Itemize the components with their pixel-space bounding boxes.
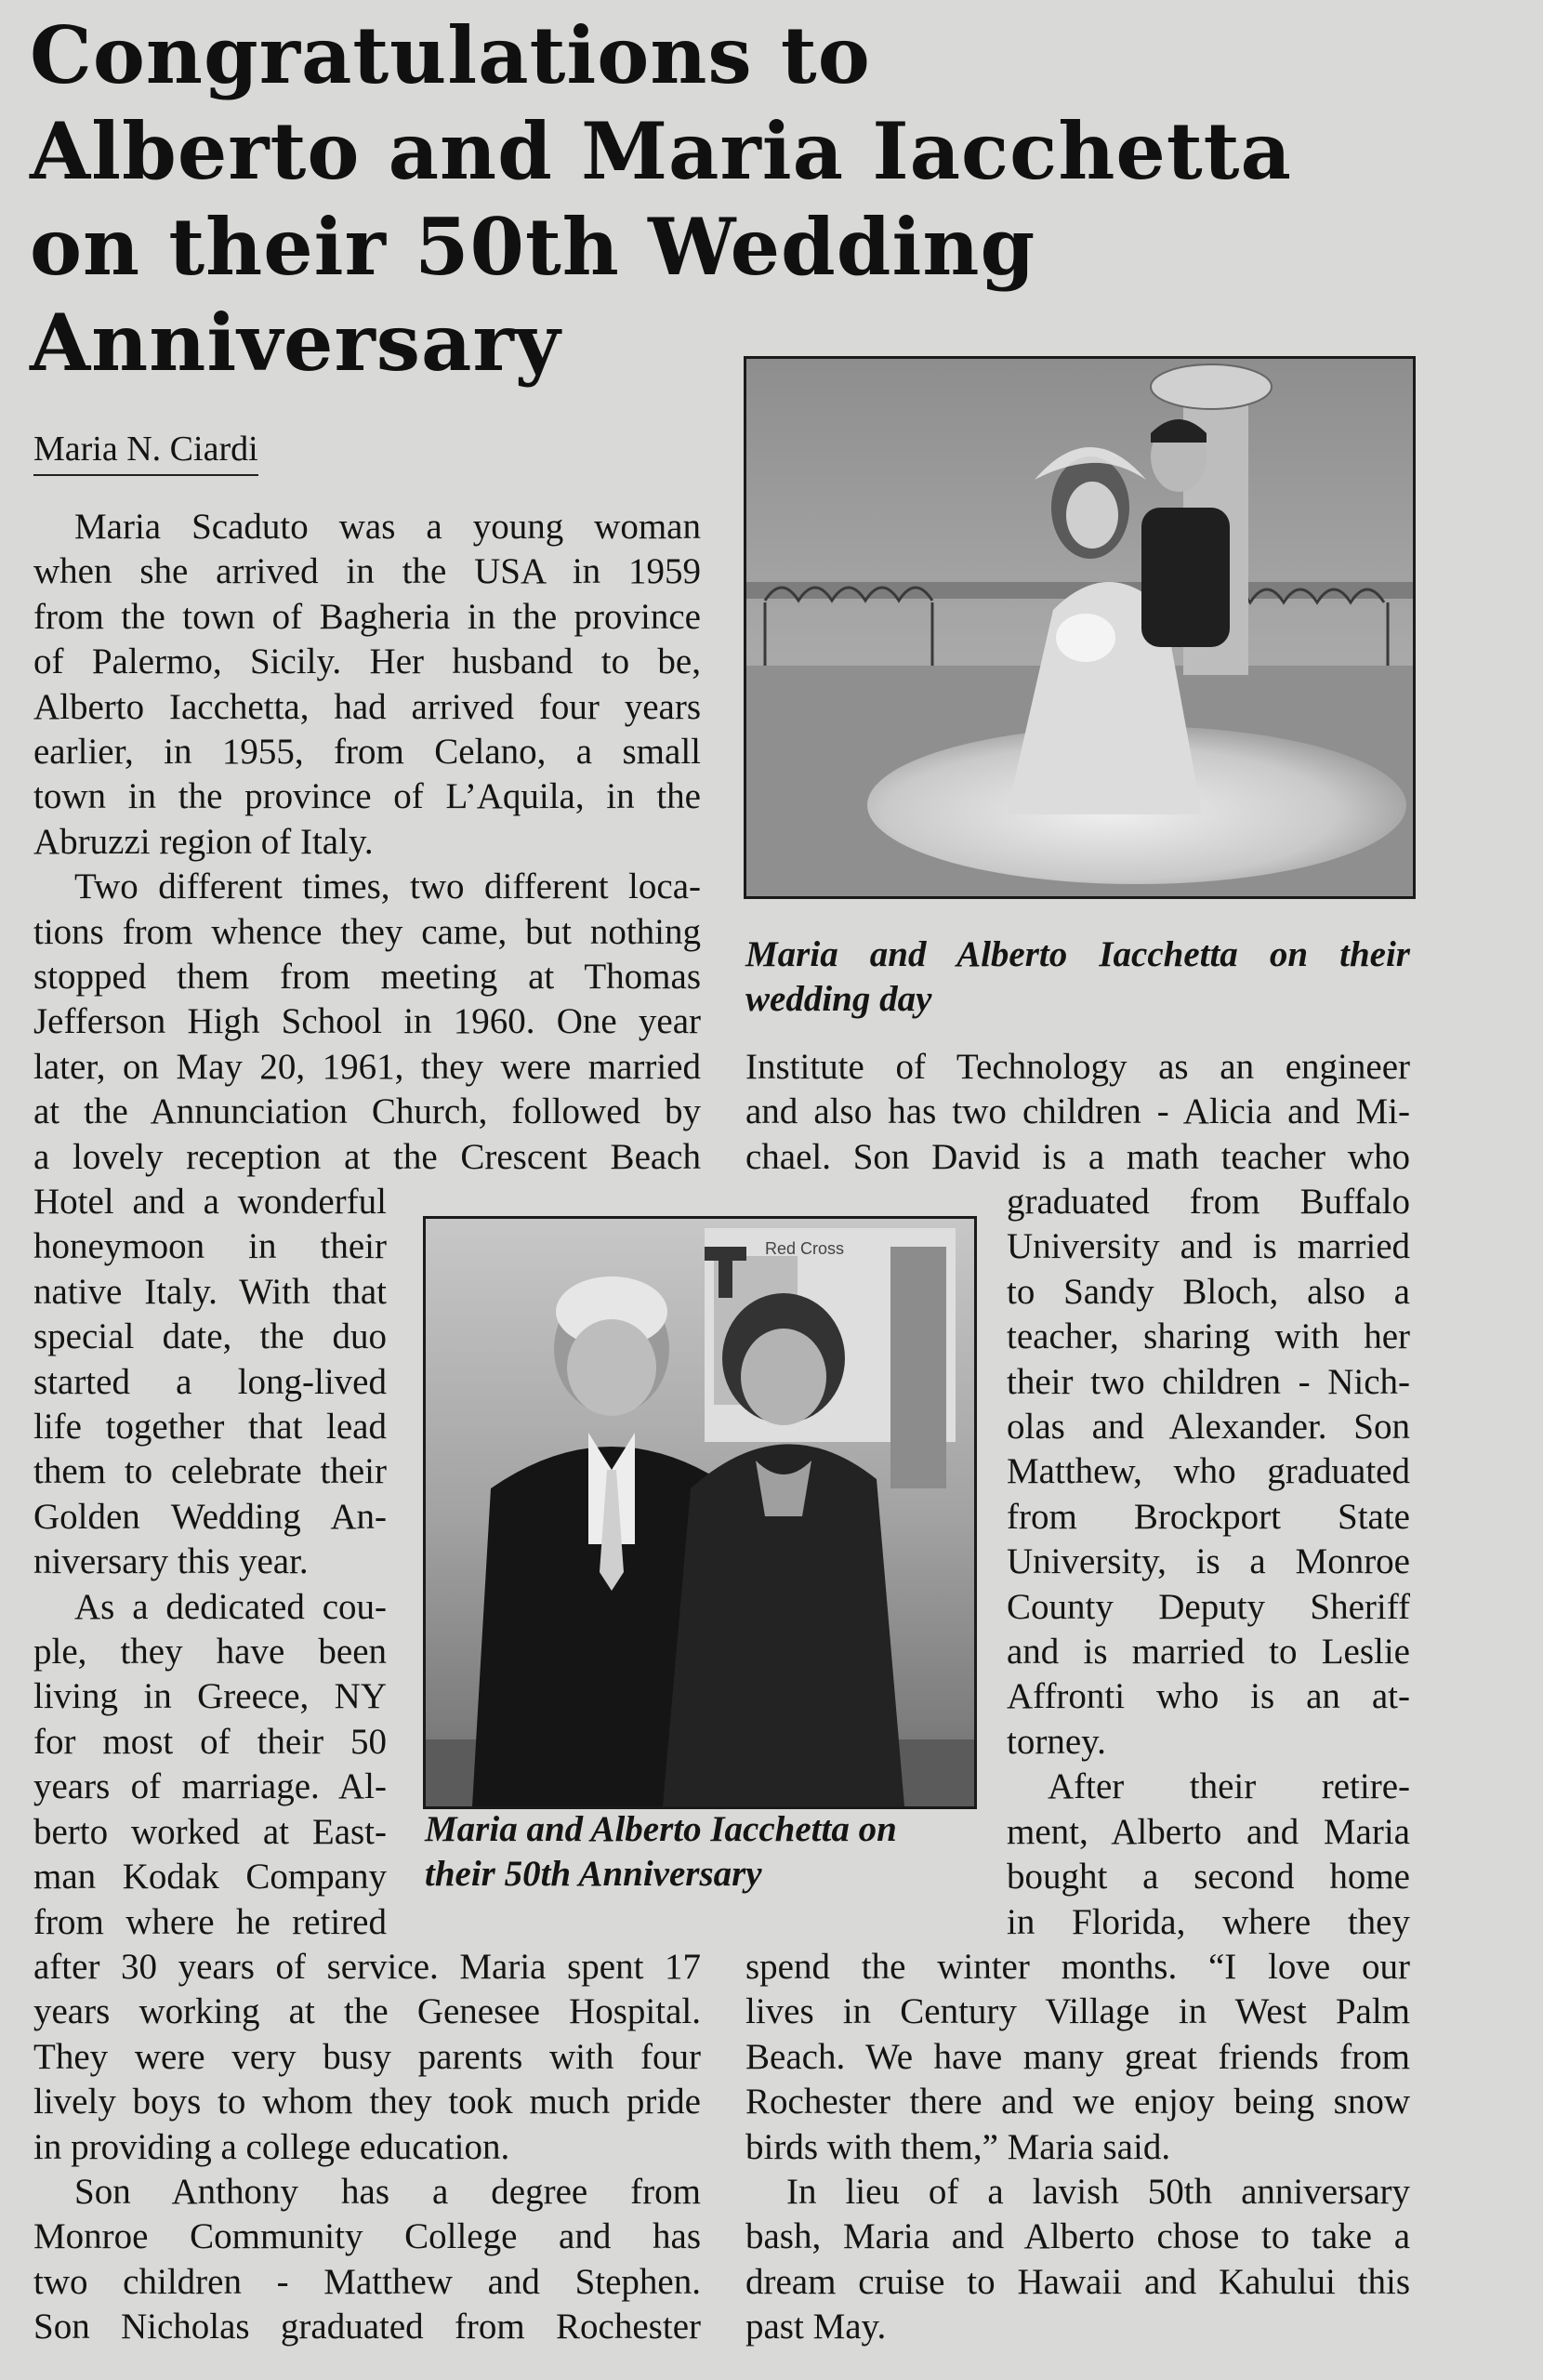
right-column-top (745, 1045, 1410, 1180)
text-line: bought a second home (1007, 1857, 1410, 1897)
anniversary-photo (423, 1216, 977, 1809)
text-line: After their retire- (1048, 1766, 1410, 1807)
text-line: Two different times, two different loca- (74, 866, 701, 907)
text-line: town in the province of L’Aquila, in the (33, 776, 701, 817)
text-line: from Brockport State (1007, 1496, 1410, 1537)
text-line: Affronti who is an at- (1007, 1676, 1410, 1717)
text-line: of Palermo, Sicily. Her husband to be, (33, 641, 701, 682)
anniversary-photo-image (426, 1219, 974, 1806)
text-line: from the town of Bagheria in the province (33, 596, 701, 637)
text-line: bash, Maria and Alberto chose to take a (745, 2216, 1410, 2257)
text-line: stopped them from meeting at Thomas (33, 957, 701, 998)
text-line: graduated from Buffalo (1007, 1182, 1410, 1222)
article-byline: Maria N. Ciardi (33, 428, 258, 476)
text-line: ple, they have been (33, 1632, 387, 1673)
text-line: olas and Alexander. Son (1007, 1407, 1410, 1448)
text-line: man Kodak Company (33, 1857, 387, 1897)
text-line: years of marriage. Al- (33, 1766, 387, 1807)
text-line: at the Annunciation Church, followed by (33, 1091, 701, 1132)
text-line: Rochester there and we enjoy being snow (745, 2082, 1410, 2122)
wedding-day-photo (744, 356, 1416, 899)
text-line: chael. Son David is a math teacher who (745, 1136, 1410, 1177)
text-line: tions from whence they came, but nothing (33, 911, 701, 952)
text-line: Matthew, who graduated (1007, 1451, 1410, 1492)
text-line: Hotel and a wonderful (33, 1182, 387, 1222)
text-line: County Deputy Sheriff (1007, 1586, 1410, 1627)
text-line: University, is a Monroe (1007, 1541, 1410, 1582)
headline-line: on their 50th Wedding (30, 201, 1036, 293)
text-line: in providing a college education. (33, 2126, 510, 2167)
text-line: They were very busy parents with four (33, 2036, 701, 2077)
article-headline (30, 7, 1405, 390)
text-line: ment, Alberto and Maria (1007, 1811, 1410, 1852)
text-line: native Italy. With that (33, 1271, 387, 1312)
text-line: started a long-lived (33, 1361, 387, 1402)
text-line: spend the winter months. “I love our (745, 1947, 1410, 1987)
red-cross-sign-text: Red Cross (765, 1239, 845, 1258)
text-line: from where he retired (33, 1901, 387, 1942)
text-line: birds with them,” Maria said. (745, 2126, 1171, 2167)
text-line: their two children - Nich- (1007, 1361, 1410, 1402)
left-column-top (33, 505, 701, 1180)
left-column-bottom (33, 1945, 701, 2350)
text-line: years working at the Genesee Hospital. (33, 1991, 701, 2032)
text-line: special date, the duo (33, 1316, 387, 1357)
text-line: in Florida, where they (1007, 1901, 1410, 1942)
right-column-narrow (1007, 1180, 1410, 1945)
caption-line: wedding day (745, 979, 932, 1019)
text-line: Jefferson High School in 1960. One year (33, 1001, 701, 1042)
text-line: Maria Scaduto was a young woman (74, 507, 701, 547)
text-line: later, on May 20, 1961, they were married (33, 1046, 701, 1087)
left-column-narrow (33, 1180, 387, 1945)
text-line: a lovely reception at the Crescent Beach (33, 1136, 701, 1177)
text-line: and is married to Leslie (1007, 1632, 1410, 1673)
caption-line: their 50th Anniversary (425, 1854, 762, 1894)
text-line: earlier, in 1955, from Celano, a small (33, 732, 701, 773)
text-line: berto worked at East- (33, 1811, 387, 1852)
headline-line: Anniversary (30, 297, 561, 389)
text-line: lively boys to whom they took much pride (33, 2082, 701, 2122)
text-line: past May. (745, 2307, 887, 2347)
right-column-bottom (745, 1945, 1410, 2350)
text-line: two children - Matthew and Stephen. (33, 2261, 701, 2302)
text-line: living in Greece, NY (33, 1676, 387, 1717)
anniversary-photo-caption (425, 1807, 973, 1897)
text-line: In lieu of a lavish 50th anniversary (786, 2172, 1410, 2213)
text-line: to Sandy Bloch, also a (1007, 1271, 1410, 1312)
text-line: Abruzzi region of Italy. (33, 821, 374, 862)
text-line: when she arrived in the USA in 1959 (33, 551, 701, 592)
headline-line: Alberto and Maria Iacchetta (30, 105, 1292, 197)
text-line: torney. (1007, 1721, 1106, 1762)
caption-line: Maria and Alberto Iacchetta on (425, 1809, 897, 1849)
text-line: after 30 years of service. Maria spent 17 (33, 1947, 701, 1987)
text-line: honeymoon in their (33, 1226, 387, 1267)
text-line: niversary this year. (33, 1541, 309, 1582)
wedding-photo-image (746, 359, 1413, 896)
text-line: University and is married (1007, 1226, 1410, 1267)
text-line: and also has two children - Alicia and Mi- (745, 1091, 1410, 1132)
text-line: Golden Wedding An- (33, 1496, 387, 1537)
headline-line: Congratulations to (30, 9, 871, 101)
text-line: Alberto Iacchetta, had arrived four years (33, 686, 701, 727)
text-line: lives in Century Village in West Palm (745, 1991, 1410, 2032)
text-line: Monroe Community College and has (33, 2216, 701, 2257)
text-line: them to celebrate their (33, 1451, 387, 1492)
text-line: Son Anthony has a degree from (74, 2172, 701, 2213)
text-line: life together that lead (33, 1407, 387, 1448)
text-line: for most of their 50 (33, 1721, 387, 1762)
text-line: dream cruise to Hawaii and Kahului this (745, 2261, 1410, 2302)
text-line: As a dedicated cou- (74, 1586, 387, 1627)
text-line: Beach. We have many great friends from (745, 2036, 1410, 2077)
text-line: Institute of Technology as an engineer (745, 1047, 1410, 1087)
text-line: teacher, sharing with her (1007, 1316, 1410, 1357)
caption-line: Maria and Alberto Iacchetta on their (745, 934, 1410, 974)
text-line: Son Nicholas graduated from Rochester (33, 2307, 701, 2347)
wedding-photo-caption (745, 932, 1410, 1022)
